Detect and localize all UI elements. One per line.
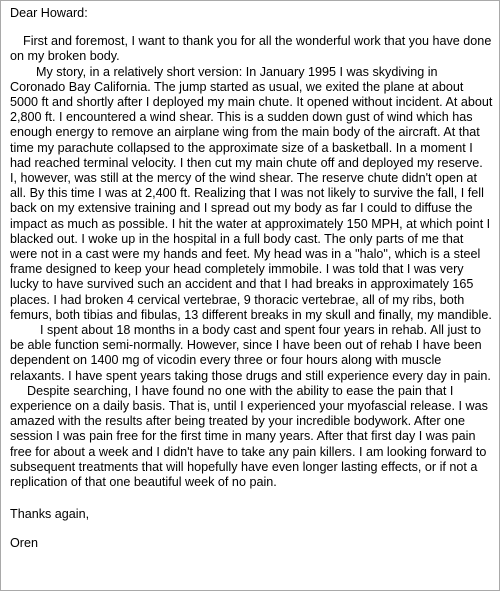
signature: Oren <box>10 535 38 550</box>
paragraph-treatment: Despite searching, I have found no one with the ability to ease the pain that I experience on a daily basis. That is, until I experienced your myofascial release. I was amazed with the results after being treated by your incredible bodywork. After one session I was pain free for the first time in many years. After that first day I was pain free for about a week and I didn't have to take any pain killers. I am looking forward to subsequent treatments that will hopefully have even longer lasting effects, or if not a replication of that one beautiful week of no pain. <box>10 383 488 490</box>
closing: Thanks again, <box>10 507 90 522</box>
paragraph-story: My story, in a relatively short version: In January 1995 I was skydiving in Coronado Bay California. The jump started as usual, we exited the plane at about 5000 ft and shortly after I deployed my main chute. It opened without incident. At about 2,800 ft. I encountered a wind shear. This is a sudden down gust of wind which has enough energy to remove an airplane wing from the main body of the aircraft. At that time my parachute collapsed to the approximate size of a basketball. In a moment I had reached terminal velocity. I then cut my main chute off and deployed my reserve. I, however, was still at the mercy of the wind shear. The reserve chute didn't open at all. By this time I was at 2,400 ft. Realizing that I was not likely to survive the fall, I fell back on my extensive training and I spread out my body as far I could to diffuse the impact as much as possible. I hit the water at approximately 150 MPH, at which point I blacked out. I woke up in the hospital in a full body cast. The only parts of me that were not in a cast were my hands and feet. My head was in a "halo", which is a steel frame designed to keep your head completely immobile. I was told that I was very lucky to have survived such an accident and that I had breaks in approximately 165 places. I had broken 4 cervical vertebrae, 9 thoracic vertebrae, all of my ribs, both femurs, both tibias and fibulas, 13 different breaks in my skull and finally, my mandible. <box>10 64 493 322</box>
salutation: Dear Howard: <box>10 6 88 20</box>
paragraph-thanks: First and foremost, I want to thank you for all the wonderful work that you have done on my broken body. <box>10 34 492 64</box>
paragraph-rehab: I spent about 18 months in a body cast and spent four years in rehab. All just to be able function semi-normally. However, since I have been out of rehab I have been dependent on 1400 mg of vicodin every three or four hours along with muscle relaxants. I have spent years taking those drugs and still experience every day in pain. <box>10 323 491 383</box>
